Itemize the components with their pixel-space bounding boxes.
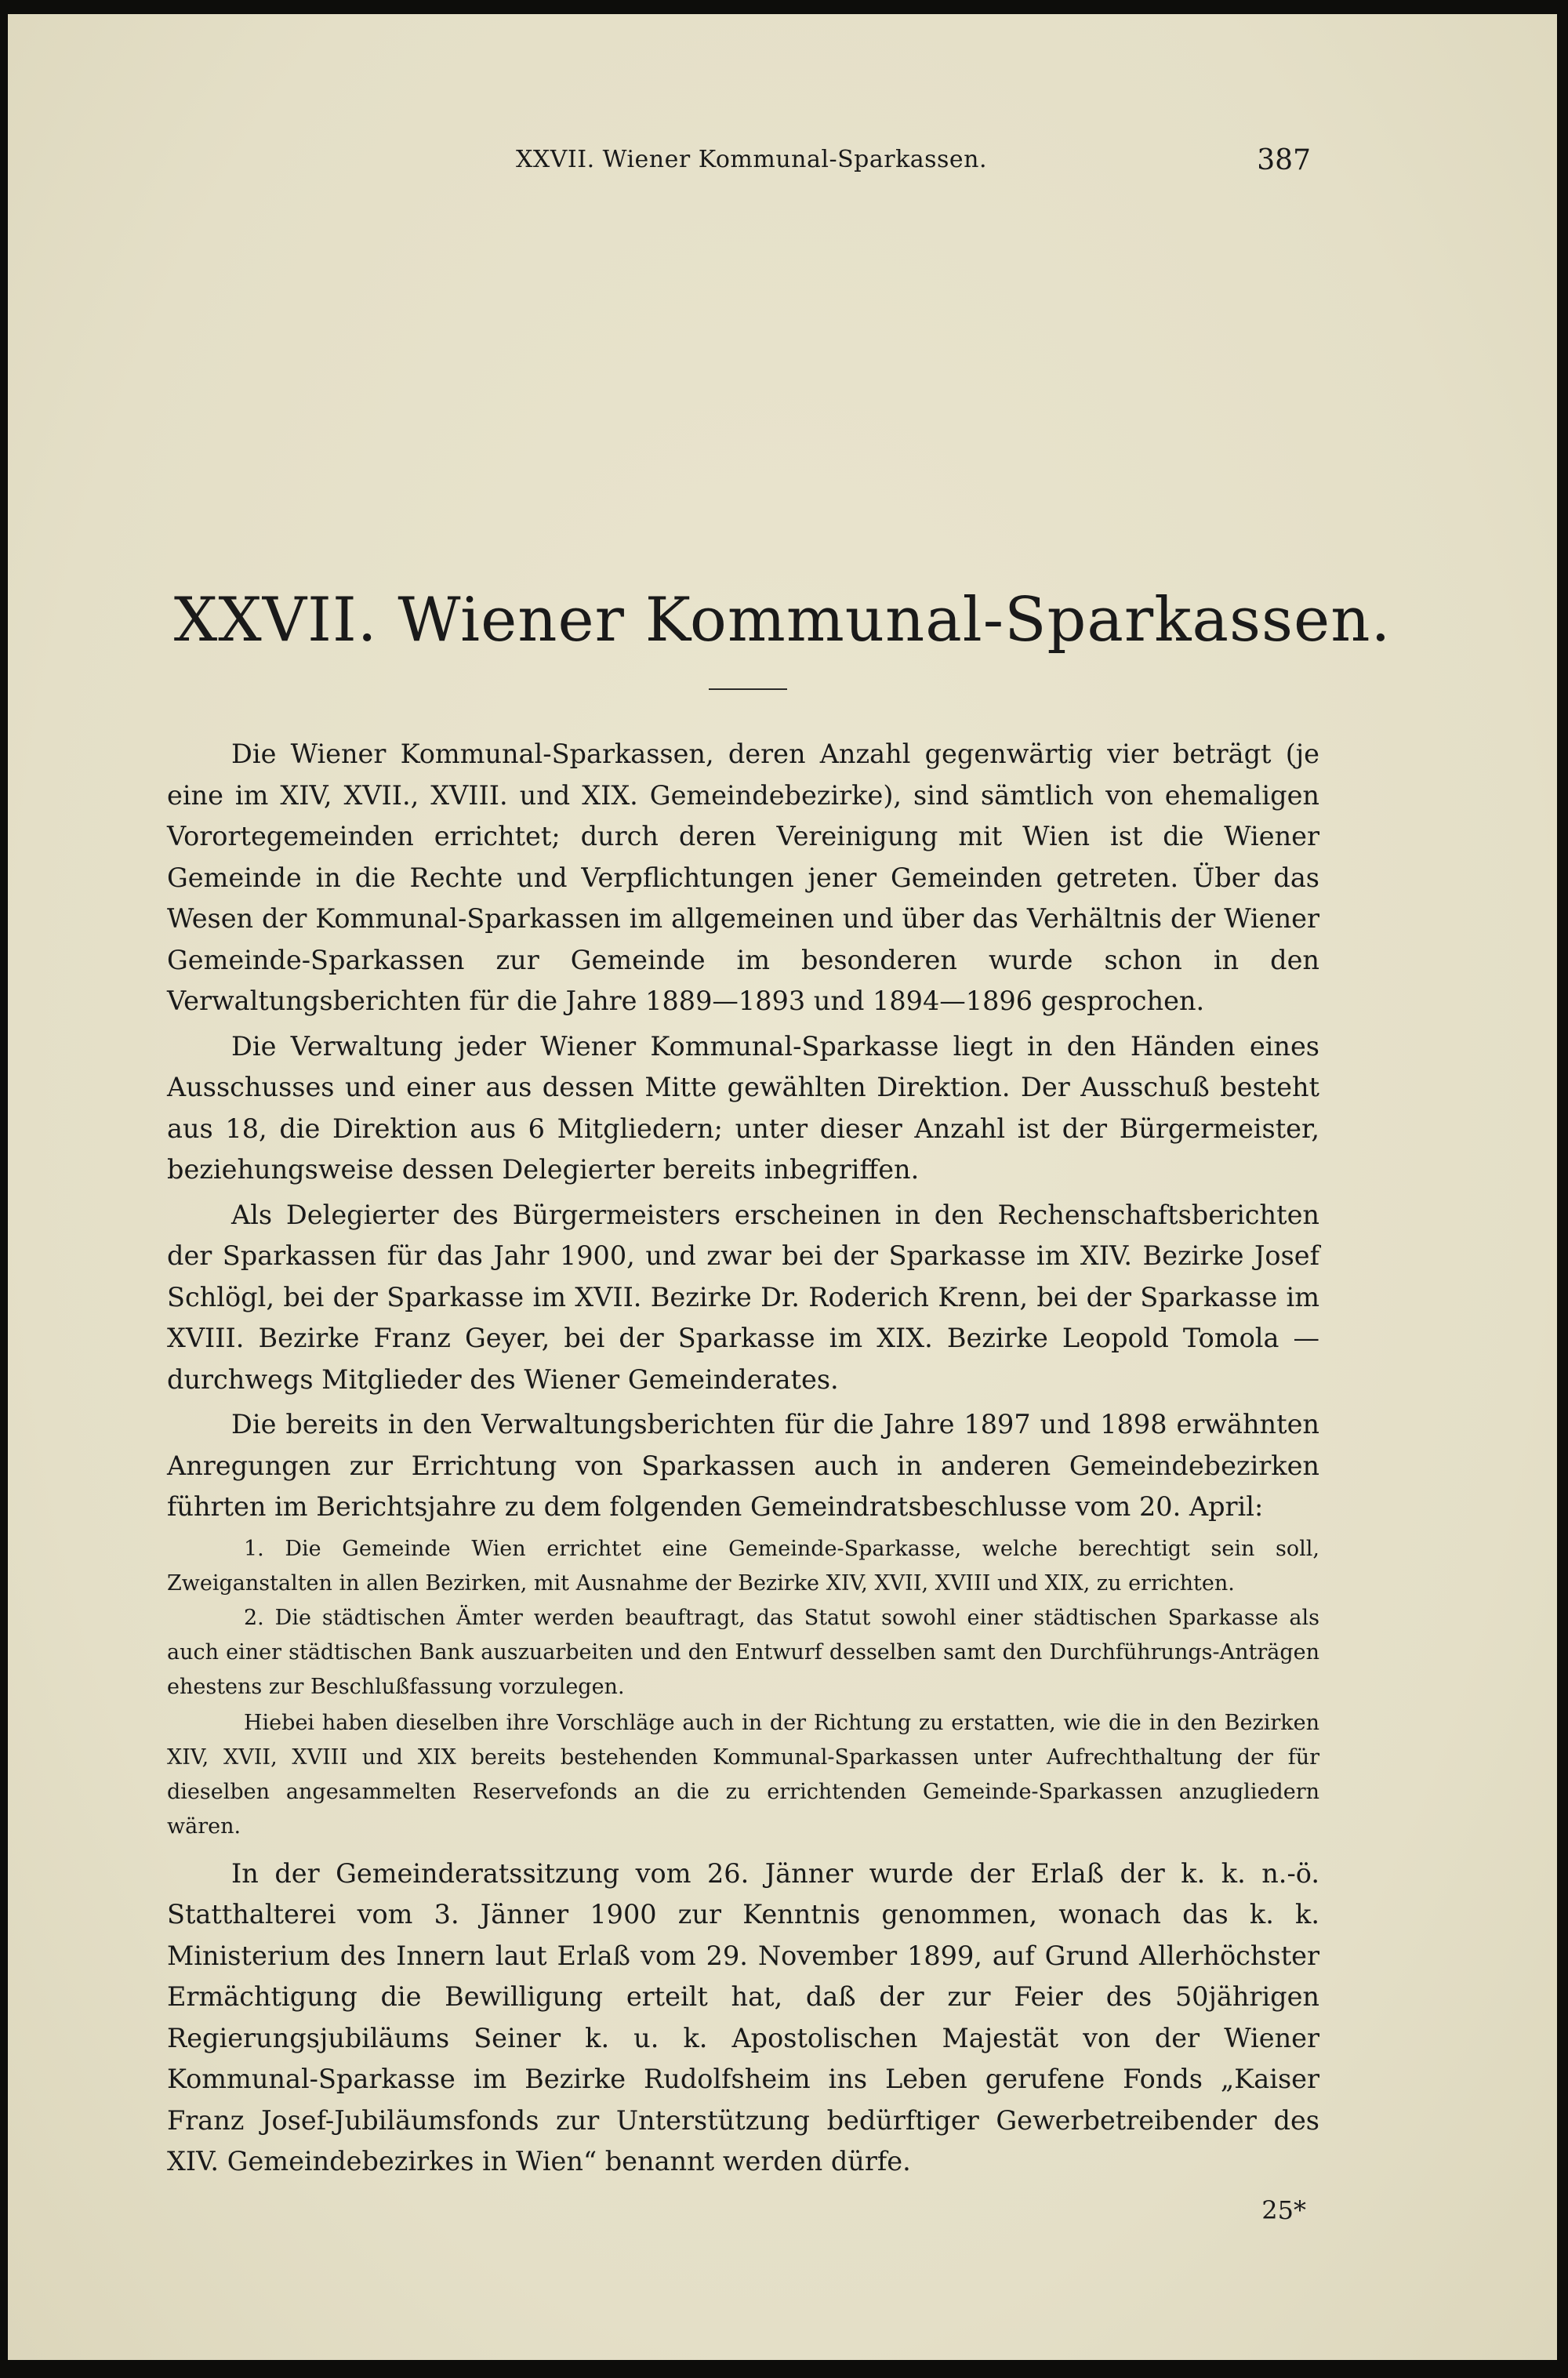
paragraph-administration: Die Verwaltung jeder Wiener Kommunal-Sparkasse liegt in den Händen eines Ausschusses und einer aus dessen Mitte gewählten Direktion. Der Ausschuß besteht aus 18, die Direktion aus 6 Mitgliedern; unter dieser Anzahl ist der Bürgermeister, beziehungsweise dessen Delegierter bereits inbegriffen.	[167, 1030, 1319, 1185]
paragraph-resolution-intro: Die bereits in den Verwaltungsberichten für die Jahre 1897 und 1898 erwähnten Anregungen zur Errichtung von Sparkassen auch in anderen Gemeindebezirken führten im Berichtsjahre zu dem folgenden Gemeindratsbeschlusse vom 20. April:	[167, 1409, 1319, 1522]
chapter-title: XXVII. Wiener Kommunal-Sparkassen.	[173, 585, 1392, 655]
resolution-block	[167, 1532, 1319, 1844]
paragraph-delegates: Als Delegierter des Bürgermeisters erscheinen in den Rechenschaftsberichten der Sparkassen für das Jahr 1900, und zwar bei der Sparkasse im XIV. Bezirke Josef Schlögl, bei der Sparkasse im XVII. Bezirke Dr. Roderich Krenn, bei der Sparkasse im XVIII. Bezirke Franz Geyer, bei der Sparkasse im XIX. Bezirke Leopold Tomola — durchwegs Mitglieder des Wiener Gemeinderates.	[167, 1199, 1319, 1395]
paragraph-intro: Die Wiener Kommunal-Sparkassen, deren Anzahl gegenwärtig vier beträgt (je eine im XIV, XVII., XVIII. und XIX. Gemeindebezirke), sind sämtlich von ehemaligen Vorortegemeinden errichtet; durch deren Vereinigung mit Wien ist die Wiener Gemeinde in die Rechte und Verpflichtungen jener Gemeinden getreten. Über das Wesen der Kommunal-Sparkassen im allgemeinen und über das Verhältnis der Wiener Gemeinde-Sparkassen zur Gemeinde im besonderen wurde schon in den Verwaltungsberichten für die Jahre 1889—1893 und 1894—1896 gesprochen.	[167, 739, 1319, 1016]
signature-mark: 25*	[1261, 2195, 1306, 2225]
paragraph-jubilee-fund: In der Gemeinderatssitzung vom 26. Jänner wurde der Erlaß der k. k. n.-ö. Statthalterei vom 3. Jänner 1900 zur Kenntnis genommen, wonach das k. k. Ministerium des Innern laut Erlaß vom 29. November 1899, auf Grund Allerhöchster Ermächtigung die Bewilligung erteilt hat, daß der zur Feier des 50jährigen Regierungsjubiläums Seiner k. u. k. Apostolischen Majestät von der Wiener Kommunal-Sparkasse im Bezirke Rudolfsheim ins Leben gerufene Fonds „Kaiser Franz Josef-Jubiläumsfonds zur Unterstützung bedürftiger Gewerbetreibender des XIV. Gemeindebezirkes in Wien“ benannt werden dürfe.	[167, 1857, 1319, 2177]
resolution-item: 2. Die städtischen Ämter werden beauftragt, das Statut sowohl einer städtischen Sparkasse als auch einer städtischen Bank auszuarbeiten und den Entwurf desselben samt den Durchführungs-Anträgen ehestens zur Beschlußfassung vorzulegen.	[167, 1605, 1319, 1699]
resolution-item: 1. Die Gemeinde Wien errichtet eine Gemeinde-Sparkasse, welche berechtigt sein soll, Zweiganstalten in allen Bezirken, mit Ausnahme der Bezirke XIV, XVII, XVIII und XIX, zu errichten.	[167, 1536, 1319, 1596]
title-divider	[709, 688, 787, 690]
running-title: XXVII. Wiener Kommunal-Sparkassen.	[516, 146, 988, 173]
resolution-note: Hiebei haben dieselben ihre Vorschläge auch in der Richtung zu erstatten, wie die in den Bezirken XIV, XVII, XVIII und XIX bereits bestehenden Kommunal-Sparkassen unter Aufrechthaltung der für dieselben angesammelten Reservefonds an die zu errichtenden Gemeinde-Sparkassen anzugliedern wären.	[167, 1710, 1319, 1839]
page-number: 387	[1257, 144, 1311, 176]
body-text	[167, 734, 1319, 2183]
book-page	[8, 14, 1557, 2360]
running-head	[8, 146, 1557, 177]
